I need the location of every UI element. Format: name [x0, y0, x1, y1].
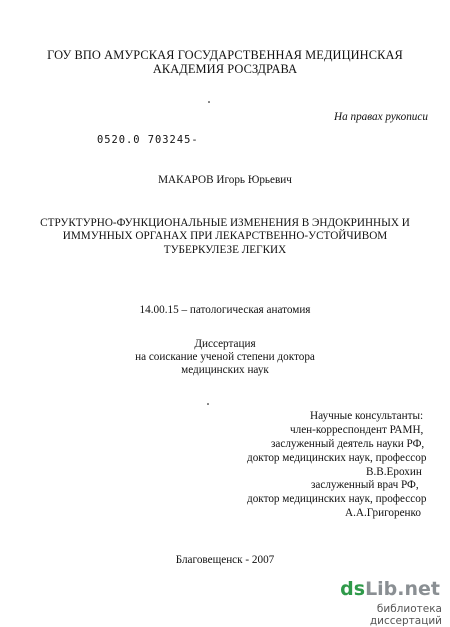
- institution-line-2: АКАДЕМИЯ РОСЗДРАВА: [152, 62, 298, 76]
- watermark-subtitle: библиотека диссертаций: [369, 603, 442, 627]
- scan-speck: [207, 403, 209, 405]
- place-year: Благовещенск - 2007: [175, 554, 275, 566]
- dissertation-line-2: на соискание ученой степени доктора: [135, 351, 315, 363]
- specialty: 14.00.15 – патологическая анатомия: [139, 304, 311, 316]
- consultant-name: В.В.Ерохин: [366, 466, 422, 478]
- dslib-watermark-logo: [340, 578, 446, 627]
- scan-speck: [208, 101, 210, 103]
- consultant-line: доктор медицинских наук, профессор: [247, 493, 427, 505]
- consultant-line: доктор медицинских наук, профессор: [247, 452, 427, 464]
- rights-note: На правах рукописи: [334, 111, 428, 123]
- consultant-line: заслуженный деятель науки РФ,: [271, 438, 425, 450]
- institution-line-1: ГОУ ВПО АМУРСКАЯ ГОСУДАРСТВЕННАЯ МЕДИЦИНСКАЯ: [47, 48, 403, 62]
- consultant-name: А.А.Григоренко: [345, 507, 422, 519]
- watermark-brand: dsLib.net: [340, 578, 440, 600]
- consultants-heading: Научные консультанты:: [310, 410, 424, 422]
- consultant-line: заслуженный врач РФ,: [311, 479, 419, 491]
- consultant-line: член-корреспондент РАМН,: [290, 424, 424, 436]
- catalog-number: 0520.0 703245-: [97, 134, 199, 146]
- dissertation-line-1: Диссертация: [194, 338, 256, 350]
- title-line-2: ИММУННЫХ ОРГАНАХ ПРИ ЛЕКАРСТВЕННО-УСТОЙЧИВОМ: [62, 230, 388, 242]
- title-line-3: ТУБЕРКУЛЕЗЕ ЛЕГКИХ: [163, 244, 287, 256]
- author-name: МАКАРОВ Игорь Юрьевич: [158, 174, 292, 186]
- dissertation-line-3: медицинских наук: [181, 364, 269, 376]
- title-line-1: СТРУКТУРНО-ФУНКЦИОНАЛЬНЫЕ ИЗМЕНЕНИЯ В ЭНДОКРИННЫХ И: [40, 217, 410, 229]
